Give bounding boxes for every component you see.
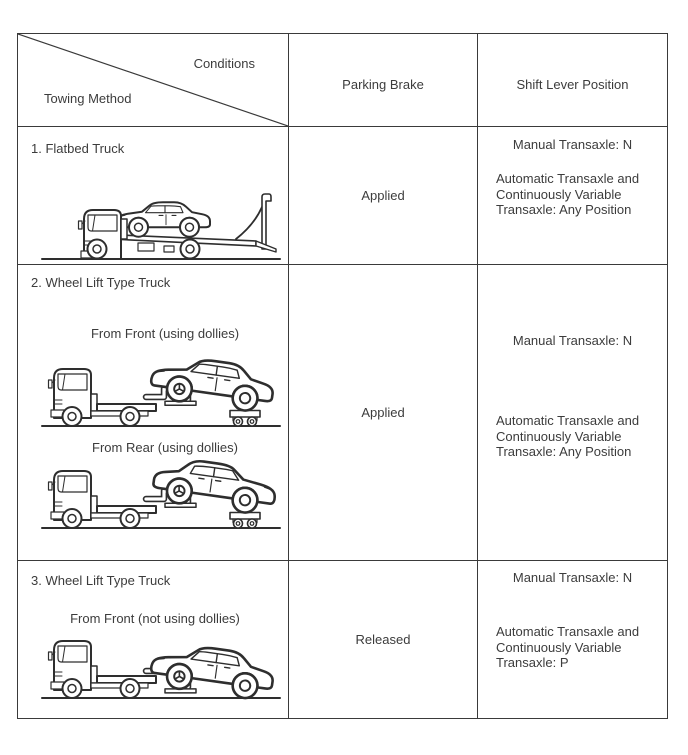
method-title: 2. Wheel Lift Type Truck (31, 275, 171, 290)
parking-brake-value: Released (355, 631, 411, 647)
wheel-lift-rear-dollies-illustration (40, 458, 282, 533)
wheel-lift-front-no-dollies-illustration (40, 628, 282, 703)
corner-header-cell (18, 34, 288, 126)
sub-method-from-rear-dollies: From Rear (using dollies) (92, 440, 238, 455)
method-title: 1. Flatbed Truck (31, 141, 125, 156)
wheel-lift-front-dollies-illustration (40, 356, 282, 431)
shift-lever-cell-row2 (477, 264, 667, 560)
flatbed-truck-carrying-car-illustration (40, 181, 282, 263)
parking-brake-cell-row1 (288, 126, 477, 264)
towing-method-header-label: Towing Method (44, 91, 132, 106)
method-cell-wheel-lift-dollies (18, 264, 288, 560)
conditions-header-label: Conditions (193, 56, 255, 71)
method-title: 3. Wheel Lift Type Truck (31, 573, 171, 588)
shift-lever-cell-row1 (477, 126, 667, 264)
parking-brake-cell-row3 (288, 560, 477, 718)
towing-method-conditions-table (17, 33, 668, 719)
sub-method-from-front-no-dollies: From Front (not using dollies) (70, 611, 240, 626)
shift-manual-transaxle-value: Manual Transaxle: N (512, 137, 633, 152)
shift-automatic-transaxle-value: Automatic Transaxle and Continuously Variable Transaxle: Any Position (496, 171, 640, 217)
parking-brake-column-header (288, 34, 477, 126)
shift-manual-transaxle-value: Manual Transaxle: N (512, 570, 633, 585)
shift-manual-transaxle-value: Manual Transaxle: N (512, 333, 633, 348)
parking-brake-header-label: Parking Brake (342, 77, 424, 92)
shift-lever-header-label: Shift Lever Position (516, 77, 629, 92)
parking-brake-value: Applied (361, 187, 405, 203)
sub-method-from-front-dollies: From Front (using dollies) (90, 326, 240, 341)
method-cell-wheel-lift-no-dollies (18, 560, 288, 718)
shift-automatic-transaxle-value: Automatic Transaxle and Continuously Variable Transaxle: Any Position (496, 413, 640, 459)
shift-automatic-transaxle-value: Automatic Transaxle and Continuously Variable Transaxle: P (496, 624, 640, 670)
parking-brake-value: Applied (361, 404, 405, 420)
method-cell-flatbed-truck (18, 126, 288, 264)
shift-lever-cell-row3 (477, 560, 667, 718)
parking-brake-cell-row2 (288, 264, 477, 560)
shift-lever-column-header (477, 34, 667, 126)
diagonal-divider-line (18, 34, 288, 126)
